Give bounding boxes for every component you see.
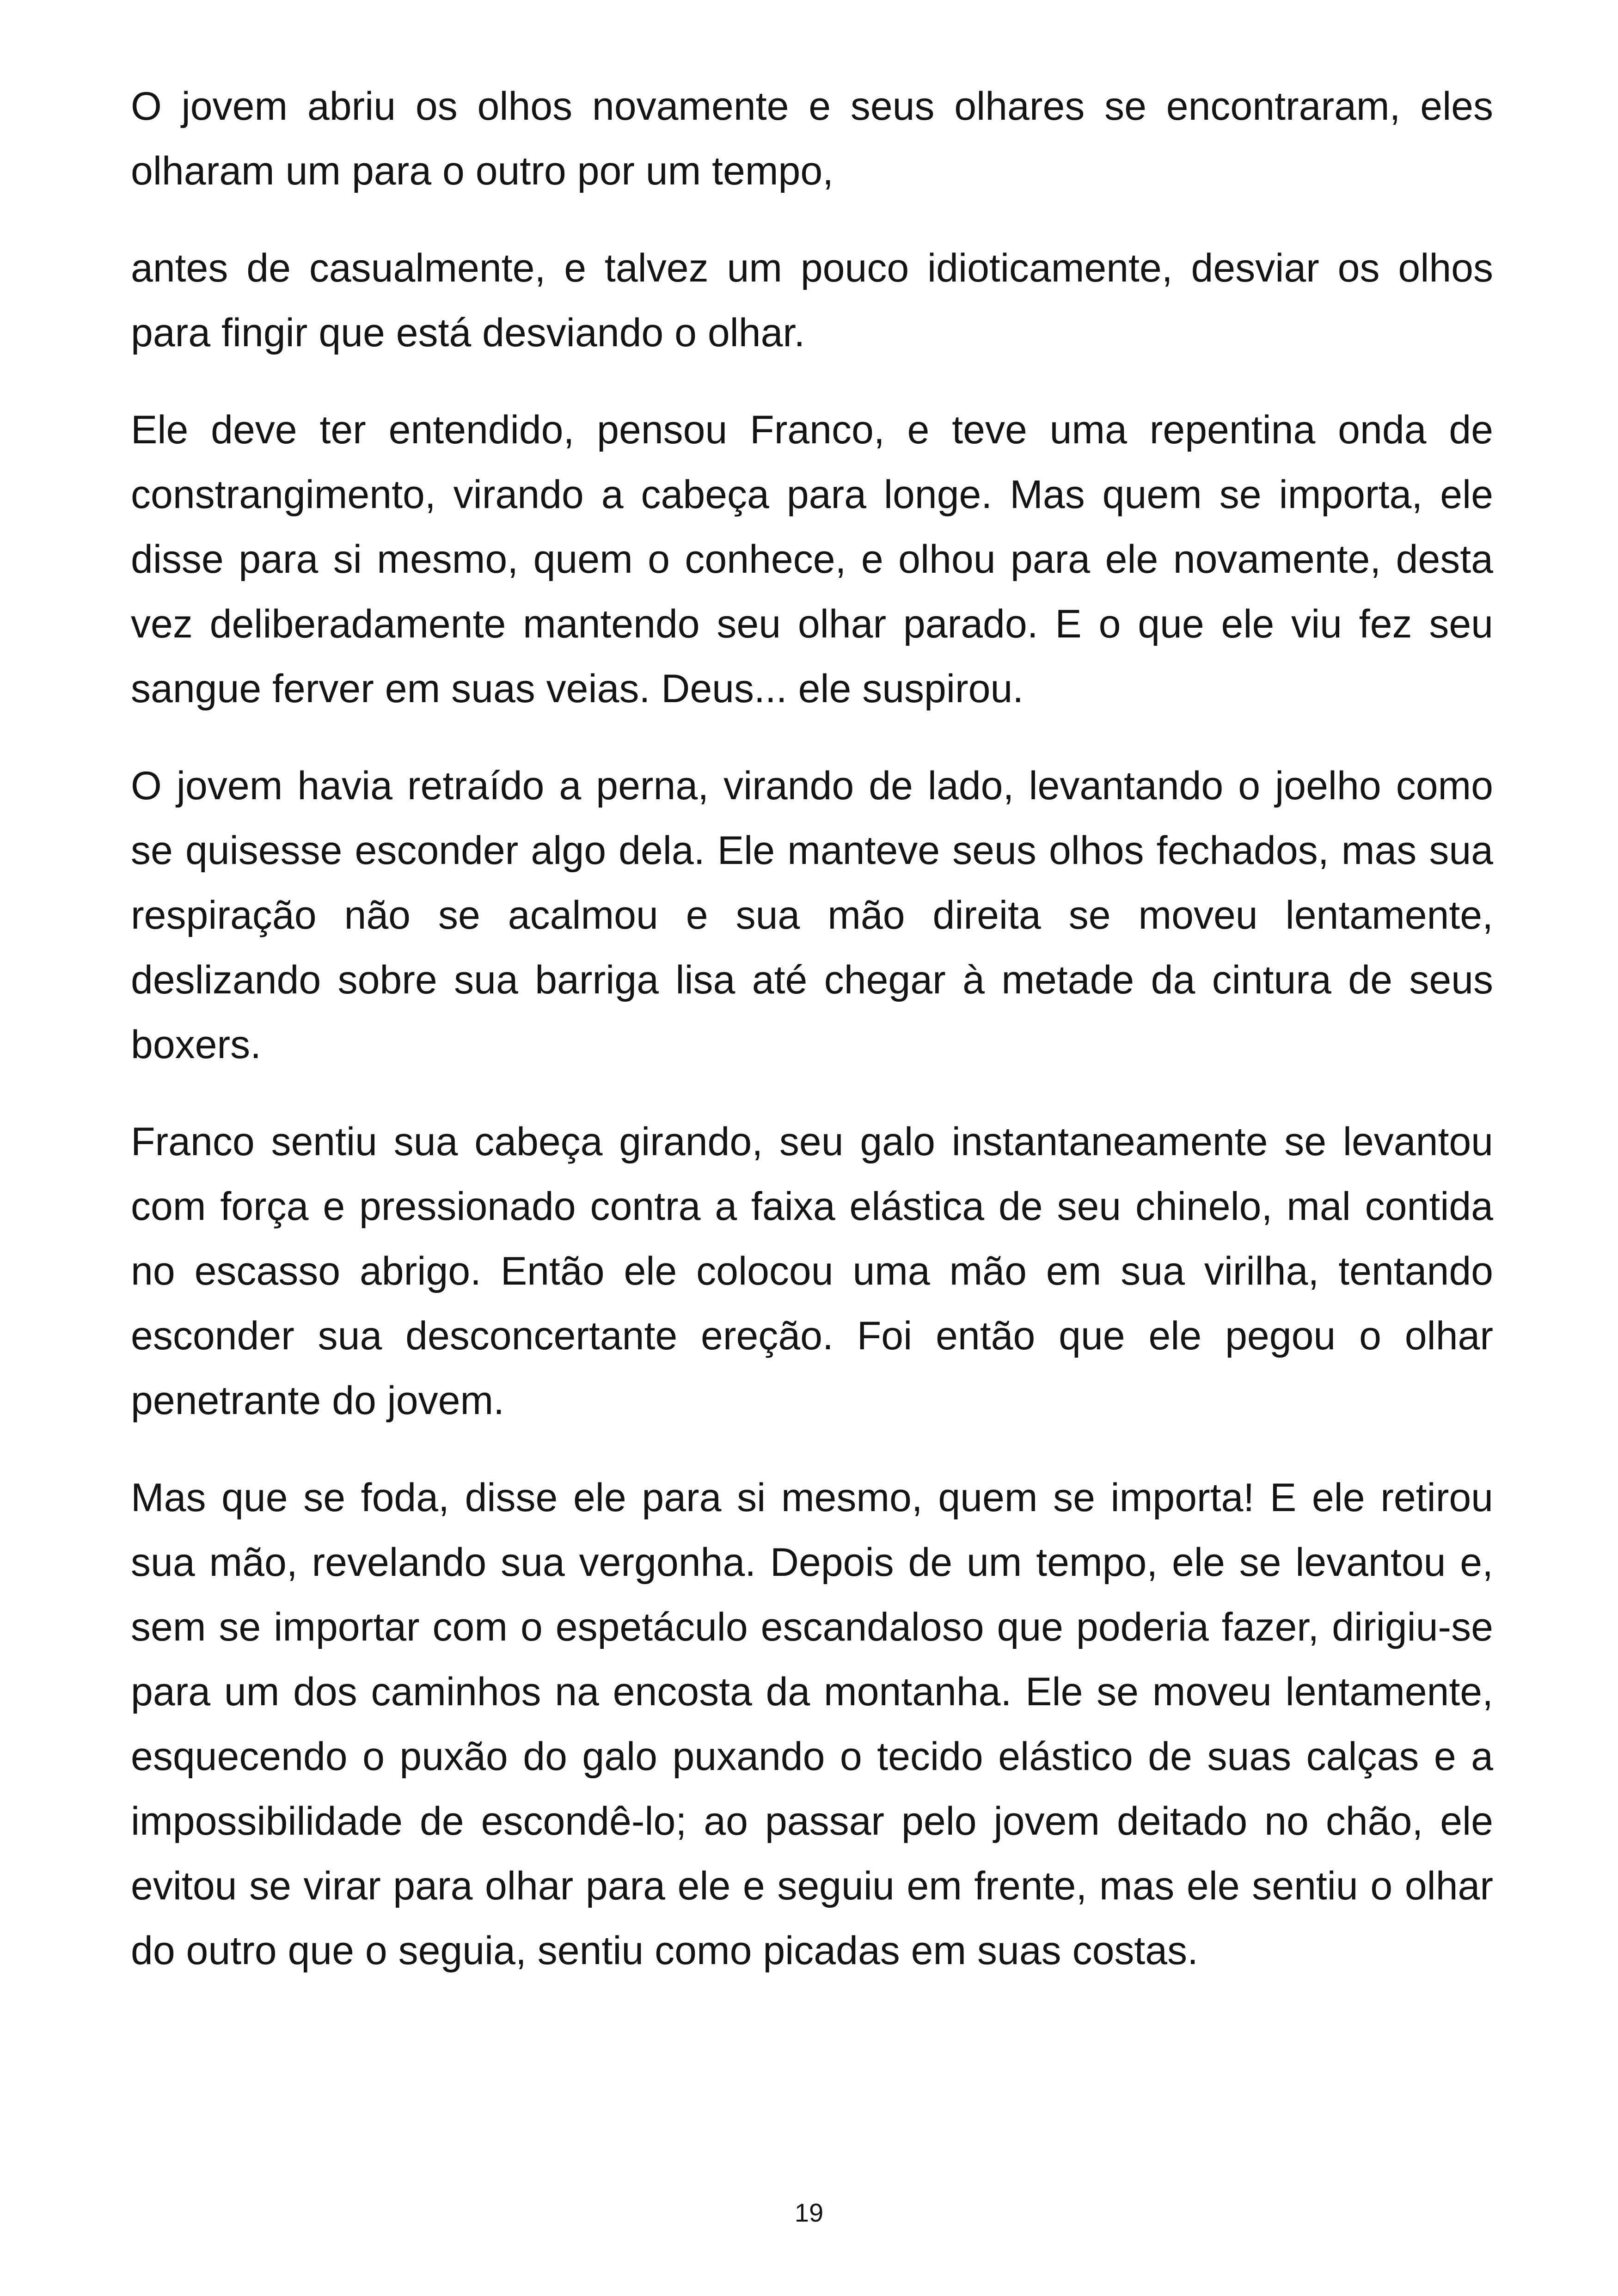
paragraph: Mas que se foda, disse ele para si mesmo, quem se importa! E ele retirou sua mão, revelando sua vergonha. Depois de um tempo, ele se levantou e, sem se importar com o espetáculo escandaloso que poderia fazer, dirigiu-se para um dos caminhos na encosta da montanha. Ele se moveu lentamente, esquecendo o puxão do galo puxando o tecido elástico de suas calças e a impossibilidade de escondê-lo; ao passar pelo jovem deitado no chão, ele evitou se virar para olhar para ele e seguiu em frente, mas ele sentiu o olhar do outro que o seguia, sentiu como picadas em suas costas. [131,1476,1493,1973]
body-text [131,74,1493,2015]
paragraph: O jovem havia retraído a perna, virando de lado, levantando o joelho como se quisesse esconder algo dela. Ele manteve seus olhos fechados, mas sua respiração não se acalmou e sua mão direita se moveu lentamente, deslizando sobre sua barriga lisa até chegar à metade da cintura de seus boxers. [131,764,1493,1067]
paragraph: Ele deve ter entendido, pensou Franco, e teve uma repentina onda de constrangimento, virando a cabeça para longe. Mas quem se importa, ele disse para si mesmo, quem o conhece, e olhou para ele novamente, desta vez deliberadamente mantendo seu olhar parado. E o que ele viu fez seu sangue ferver em suas veias. Deus... ele suspirou. [131,408,1493,711]
paragraph: Franco sentiu sua cabeça girando, seu galo instantaneamente se levantou com força e pressionado contra a faixa elástica de seu chinelo, mal contida no escasso abrigo. Então ele colocou uma mão em sua virilha, tentando esconder sua desconcertante ereção. Foi então que ele pegou o olhar penetrante do jovem. [131,1120,1493,1423]
paragraph: antes de casualmente, e talvez um pouco idioticamente, desviar os olhos para fingir que está desviando o olhar. [131,246,1493,355]
paragraph: O jovem abriu os olhos novamente e seus olhares se encontraram, eles olharam um para o outro por um tempo, [131,84,1493,193]
page-number: 19 [794,2198,824,2227]
